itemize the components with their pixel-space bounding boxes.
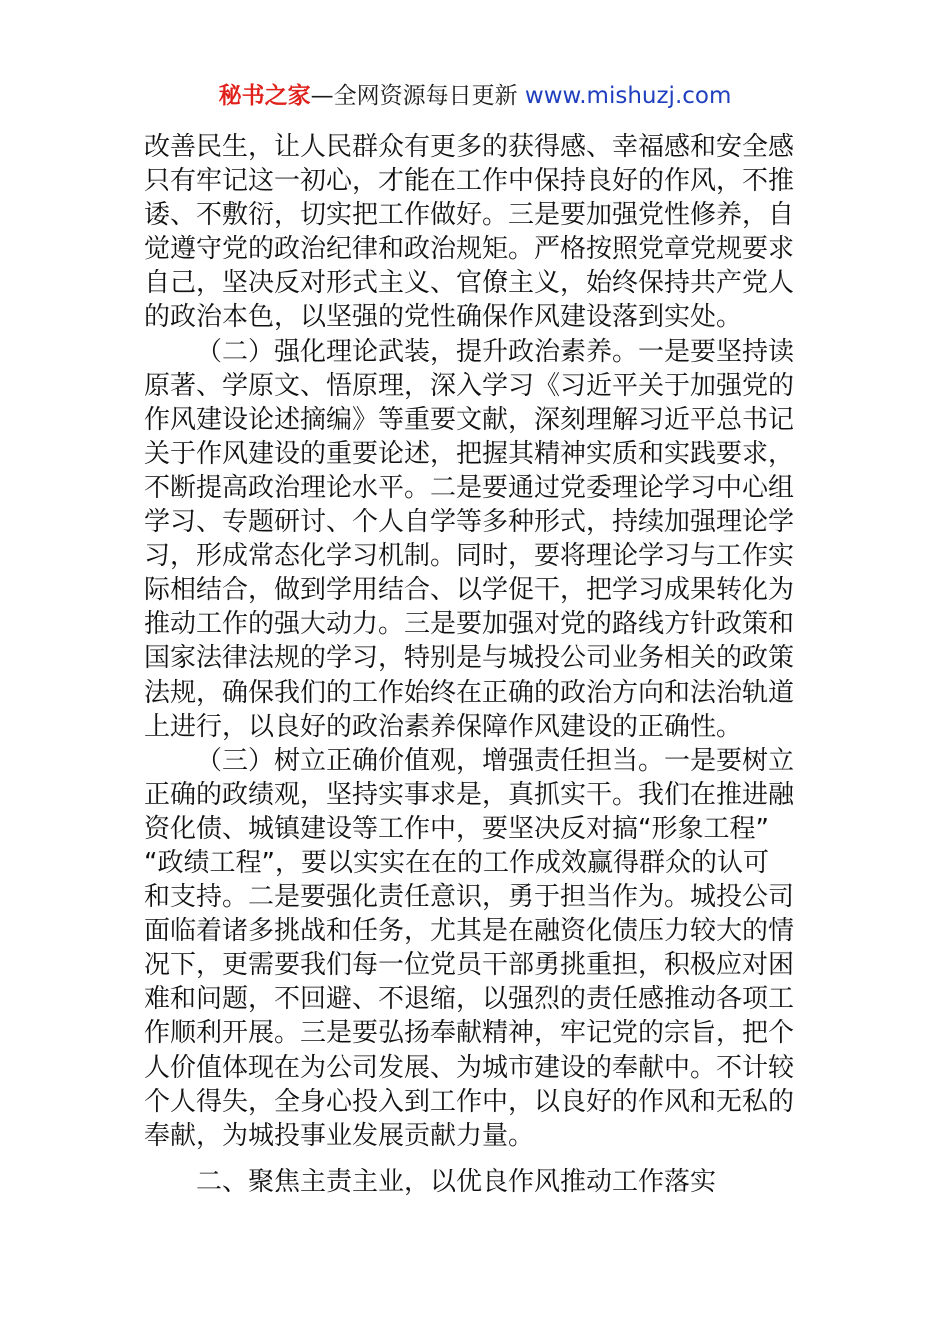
body-line: 诿、不敷衍，切实把工作做好。三是要加强党性修养，自 — [144, 200, 795, 231]
body-line: 面临着诸多挑战和任务，尤其是在融资化债压力较大的情 — [144, 916, 795, 947]
body-line: 正确的政绩观，坚持实事求是，真抓实干。我们在推进融 — [144, 779, 795, 810]
site-tagline: —全网资源每日更新 — [310, 83, 525, 109]
body-line: “政绩工程”，要以实实在在的工作成效赢得群众的认可 — [144, 847, 769, 878]
body-line: 觉遵守党的政治纪律和政治规矩。严格按照党章党规要求 — [144, 234, 795, 265]
body-line: 只有牢记这一初心，才能在工作中保持良好的作风，不推 — [144, 166, 795, 197]
paragraph-start-line: （三）树立正确价值观，增强责任担当。一是要树立 — [196, 745, 795, 776]
body-line: 和支持。二是要强化责任意识，勇于担当作为。城投公司 — [144, 882, 795, 913]
site-url-link[interactable]: www.mishuzj.com — [524, 83, 732, 109]
body-line: 自己，坚决反对形式主义、官僚主义，始终保持共产党人 — [144, 268, 795, 299]
body-line: 作风建设论述摘编》等重要文献，深刻理解习近平总书记 — [144, 404, 795, 435]
paragraph-start-line: （二）强化理论武装，提升政治素养。一是要坚持读 — [196, 336, 795, 367]
body-line: 人价值体现在为公司发展、为城市建设的奉献中。不计较 — [144, 1052, 795, 1083]
body-line: 上进行，以良好的政治素养保障作风建设的正确性。 — [144, 711, 743, 742]
body-line: 改善民生，让人民群众有更多的获得感、幸福感和安全感 — [144, 132, 795, 162]
body-line: 学习、专题研讨、个人自学等多种形式，持续加强理论学 — [144, 507, 795, 538]
body-line: 的政治本色，以坚强的党性确保作风建设落到实处。 — [144, 302, 743, 333]
body-line: 作顺利开展。三是要弘扬奉献精神，牢记党的宗旨，把个 — [144, 1018, 795, 1049]
site-brand: 秘书之家 — [218, 83, 311, 109]
body-line: 推动工作的强大动力。三是要加强对党的路线方针政策和 — [144, 609, 795, 640]
body-line: 关于作风建设的重要论述，把握其精神实质和实践要求， — [144, 438, 795, 469]
site-header — [0, 80, 950, 112]
body-line: 难和问题，不回避、不退缩，以强烈的责任感推动各项工 — [144, 984, 795, 1015]
body-line: 个人得失，全身心投入到工作中，以良好的作风和无私的 — [144, 1086, 795, 1117]
body-line: 原著、学原文、悟原理，深入学习《习近平关于加强党的 — [144, 370, 795, 401]
body-line: 资化债、城镇建设等工作中，要坚决反对搞“形象工程” — [144, 813, 769, 844]
body-line: 不断提高政治理论水平。二是要通过党委理论学习中心组 — [144, 472, 795, 503]
document-body — [144, 130, 814, 1199]
body-line: 奉献，为城投事业发展贡献力量。 — [144, 1120, 535, 1151]
body-line: 法规，确保我们的工作始终在正确的政治方向和法治轨道 — [144, 677, 795, 708]
section-heading: 二、聚焦主责主业，以优良作风推动工作落实 — [196, 1166, 717, 1197]
body-line: 况下，更需要我们每一位党员干部勇挑重担，积极应对困 — [144, 950, 795, 981]
body-line: 习，形成常态化学习机制。同时，要将理论学习与工作实 — [144, 541, 795, 572]
body-line: 际相结合，做到学用结合、以学促干，把学习成果转化为 — [144, 575, 795, 606]
body-line: 国家法律法规的学习，特别是与城投公司业务相关的政策 — [144, 643, 795, 674]
